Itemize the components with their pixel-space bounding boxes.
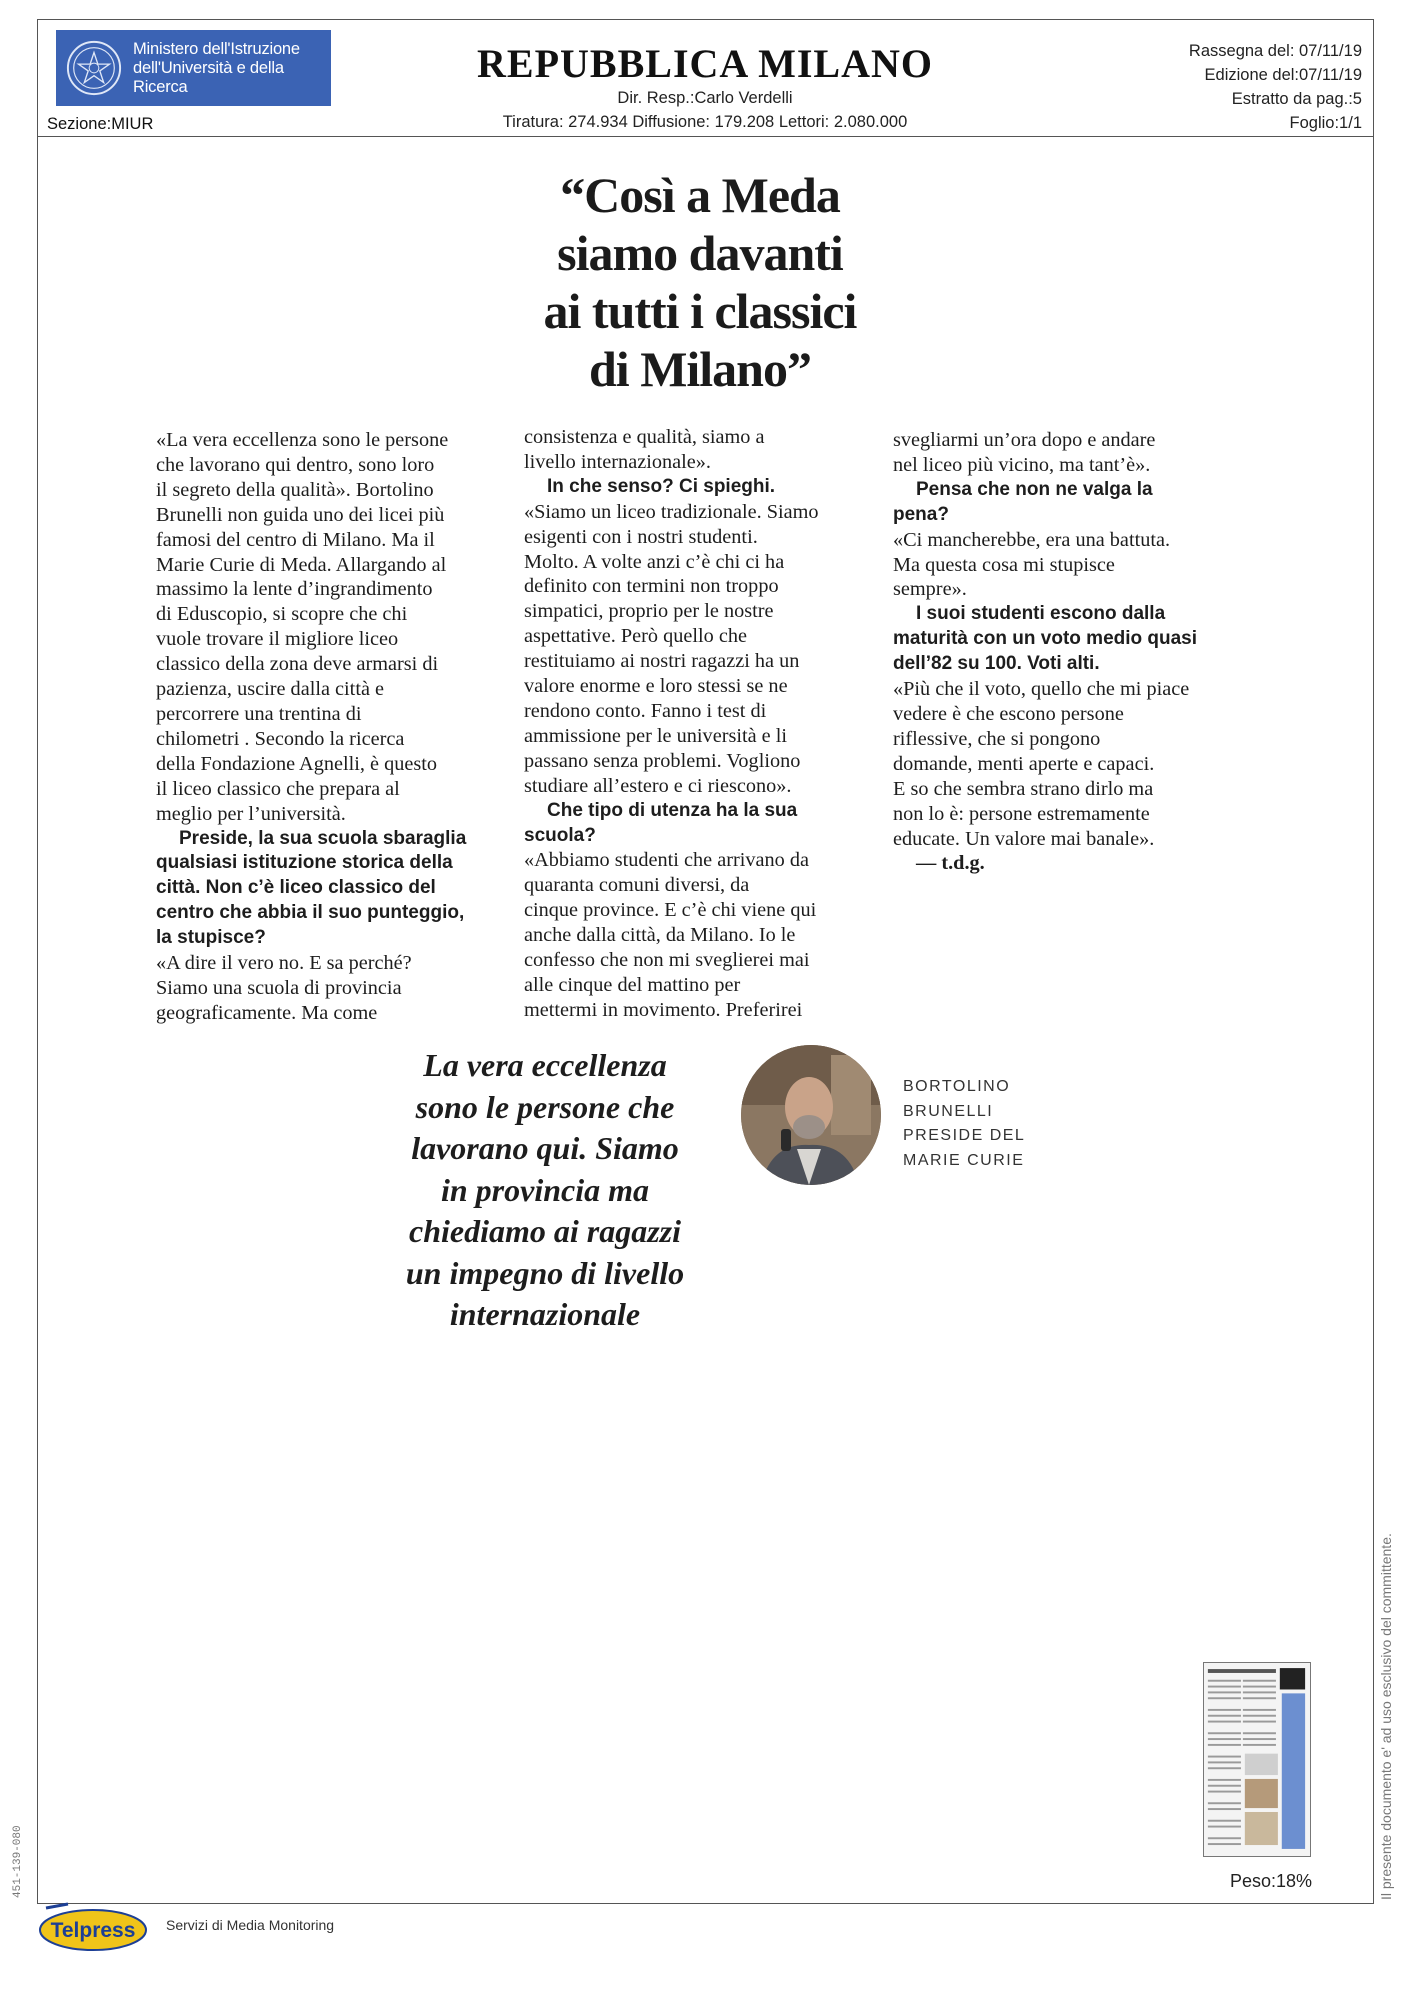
ministry-name-line: dell'Università e della bbox=[133, 58, 284, 77]
body-line: quaranta comuni diversi, da bbox=[524, 874, 750, 897]
article-column-2 bbox=[524, 425, 819, 1023]
body-line: «Abbiamo studenti che arrivano da bbox=[524, 849, 809, 872]
body-line: studiare all’estero e ci riescono». bbox=[524, 774, 792, 797]
disclaimer-text: Il presente documento e' ad uso esclusivo del committente. bbox=[1378, 1533, 1394, 1900]
portrait-photo bbox=[741, 1045, 881, 1185]
headline-line: “Così a Meda bbox=[560, 167, 840, 223]
body-line: massimo la lente d’ingrandimento bbox=[156, 578, 433, 601]
question-line: la stupisce? bbox=[156, 927, 266, 949]
italian-emblem-icon bbox=[65, 39, 123, 97]
body-line: ammissione per le università e li bbox=[524, 724, 788, 747]
body-line: livello internazionale». bbox=[524, 450, 711, 473]
question-line: centro che abbia il suo punteggio, bbox=[156, 902, 465, 924]
body-line: il segreto della qualità». Bortolino bbox=[156, 478, 434, 501]
telpress-logo bbox=[38, 1902, 148, 1952]
body-line: alle cinque del mattino per bbox=[524, 973, 741, 996]
headline-line: ai tutti i classici bbox=[543, 283, 857, 339]
body-line: famosi del centro di Milano. Ma il bbox=[156, 528, 435, 551]
director-line: Dir. Resp.:Carlo Verdelli bbox=[617, 89, 793, 107]
body-line: definito con termini non troppo bbox=[524, 575, 779, 598]
body-line: il liceo classico che prepara al bbox=[156, 777, 400, 800]
body-line: Molto. A volte anzi c’è chi ci ha bbox=[524, 550, 785, 573]
body-line: riflessive, che si pongono bbox=[893, 727, 1101, 750]
body-line: esigenti con i nostri studenti. bbox=[524, 525, 758, 548]
pull-quote-line: sono le persone che bbox=[415, 1088, 675, 1125]
sheet-number: Foglio:1/1 bbox=[1289, 114, 1362, 132]
body-line: «Più che il voto, quello che mi piace bbox=[893, 678, 1190, 701]
article-headline bbox=[520, 166, 880, 398]
body-line: domande, menti aperte e capaci. bbox=[893, 752, 1155, 775]
question-line: I suoi studenti escono dalla bbox=[916, 603, 1166, 625]
disclaimer-note bbox=[1376, 1460, 1396, 1900]
body-line: percorrere una trentina di bbox=[156, 702, 362, 725]
body-line: svegliarmi un’ora dopo e andare bbox=[893, 429, 1156, 451]
ministry-name bbox=[133, 40, 300, 97]
question-line: qualsiasi istituzione storica della bbox=[156, 852, 453, 874]
body-line: aspettative. Però quello che bbox=[524, 625, 748, 648]
body-line: valore enorme e loro stessi se ne bbox=[524, 675, 788, 698]
page-thumbnail bbox=[1203, 1662, 1311, 1857]
body-line: che lavorano qui dentro, sono loro bbox=[156, 453, 435, 476]
newspaper-name: REPUBBLICA MILANO bbox=[477, 41, 933, 86]
photo-caption bbox=[903, 1075, 1025, 1173]
body-line: meglio per l’università. bbox=[156, 802, 346, 825]
body-line: consistenza e qualità, siamo a bbox=[524, 426, 765, 448]
body-line: Siamo una scuola di provincia bbox=[156, 976, 402, 999]
body-line: di Eduscopio, si scopre che chi bbox=[156, 603, 408, 626]
header-separator bbox=[37, 136, 1374, 137]
pull-quote-line: in provincia ma bbox=[440, 1171, 649, 1208]
question-line: maturità con un voto medio quasi bbox=[893, 628, 1198, 650]
pull-quote-line: internazionale bbox=[449, 1296, 641, 1332]
caption-line: BORTOLINO bbox=[903, 1078, 1011, 1095]
document-code bbox=[8, 1795, 24, 1900]
body-line: vuole trovare il migliore liceo bbox=[156, 628, 399, 651]
body-line: chilometri . Secondo la ricerca bbox=[156, 727, 405, 750]
body-line: vedere è che escono persone bbox=[893, 702, 1124, 725]
pull-quote-line: un impegno di livello bbox=[405, 1254, 685, 1291]
body-line: anche dalla città, da Milano. Io le bbox=[524, 924, 796, 947]
body-line: Ma questa cosa mi stupisce bbox=[893, 553, 1115, 576]
body-line: E so che sembra strano dirlo ma bbox=[893, 777, 1154, 800]
body-line: rendono conto. Fanno i test di bbox=[524, 699, 767, 722]
section-label: Sezione:MIUR bbox=[47, 115, 154, 133]
body-line: della Fondazione Agnelli, è questo bbox=[156, 752, 438, 775]
body-line: pazienza, uscire dalla città e bbox=[156, 678, 385, 701]
body-line: confesso che non mi sveglierei mai bbox=[524, 949, 810, 972]
body-line: nel liceo più vicino, ma tant’è». bbox=[893, 453, 1151, 476]
article-column-3 bbox=[893, 428, 1197, 876]
headline-line: siamo davanti bbox=[557, 225, 843, 281]
code-text: 451-139-080 bbox=[12, 1825, 24, 1898]
pull-quote-line: La vera eccellenza bbox=[423, 1047, 667, 1083]
ministry-name-line: Ricerca bbox=[133, 77, 188, 96]
rassegna-date: Rassegna del: 07/11/19 bbox=[1188, 42, 1362, 60]
body-line: «Siamo un liceo tradizionale. Siamo bbox=[524, 500, 819, 523]
article-column-1 bbox=[156, 428, 466, 1026]
caption-line: MARIE CURIE bbox=[903, 1151, 1025, 1169]
body-line: passano senza problemi. Vogliono bbox=[524, 749, 801, 772]
headline-line: di Milano” bbox=[589, 341, 811, 397]
pull-quote bbox=[360, 1045, 730, 1336]
page-extract: Estratto da pag.:5 bbox=[1231, 90, 1362, 108]
question-line: Preside, la sua scuola sbaraglia bbox=[179, 827, 467, 849]
pull-quote-line: chiediamo ai ragazzi bbox=[408, 1213, 681, 1249]
body-line: Marie Curie di Meda. Allargando al bbox=[156, 553, 447, 576]
body-line: «Ci mancherebbe, era una battuta. bbox=[893, 528, 1171, 551]
weight-label: Peso:18% bbox=[1230, 1871, 1313, 1891]
caption-line: PRESIDE DEL bbox=[903, 1127, 1026, 1144]
body-line: simpatici, proprio per le nostre bbox=[524, 600, 774, 623]
question-line: Che tipo di utenza ha la sua bbox=[547, 799, 798, 821]
body-line: mettermi in movimento. Preferirei bbox=[524, 998, 803, 1021]
logo-text: Telpress bbox=[50, 1919, 136, 1942]
body-line: cinque province. E c’è chi viene qui bbox=[524, 899, 817, 922]
ministry-name-line: Ministero dell'Istruzione bbox=[133, 39, 300, 58]
media-monitoring-label: Servizi di Media Monitoring bbox=[166, 1917, 335, 1933]
body-line: non lo è: persone estremamente bbox=[893, 802, 1150, 825]
ministry-logo bbox=[56, 30, 331, 106]
body-line: sempre». bbox=[893, 578, 967, 601]
body-line: geograficamente. Ma come bbox=[156, 1001, 378, 1024]
body-line: restituiamo ai nostri ragazzi ha un bbox=[524, 650, 800, 673]
pull-quote-line: lavorano qui. Siamo bbox=[411, 1130, 679, 1166]
question-line: In che senso? Ci spieghi. bbox=[547, 475, 776, 497]
question-line: Pensa che non ne valga la bbox=[916, 478, 1153, 500]
body-line: classico della zona deve armarsi di bbox=[156, 653, 439, 676]
question-line: dell’82 su 100. Voti alti. bbox=[893, 653, 1100, 675]
circulation-line: Tiratura: 274.934 Diffusione: 179.208 Lettori: 2.080.000 bbox=[502, 113, 908, 131]
body-line: «La vera eccellenza sono le persone bbox=[156, 429, 449, 451]
edition-date: Edizione del:07/11/19 bbox=[1204, 66, 1362, 84]
body-line: Brunelli non guida uno dei licei più bbox=[156, 503, 445, 526]
question-line: pena? bbox=[893, 503, 949, 525]
question-line: città. Non c’è liceo classico del bbox=[156, 877, 436, 899]
caption-line: BRUNELLI bbox=[903, 1102, 994, 1120]
body-line: — t.d.g. bbox=[916, 852, 985, 875]
body-line: «A dire il vero no. E sa perché? bbox=[156, 952, 412, 975]
question-line: scuola? bbox=[524, 824, 596, 846]
body-line: educate. Un valore mai banale». bbox=[893, 827, 1155, 850]
